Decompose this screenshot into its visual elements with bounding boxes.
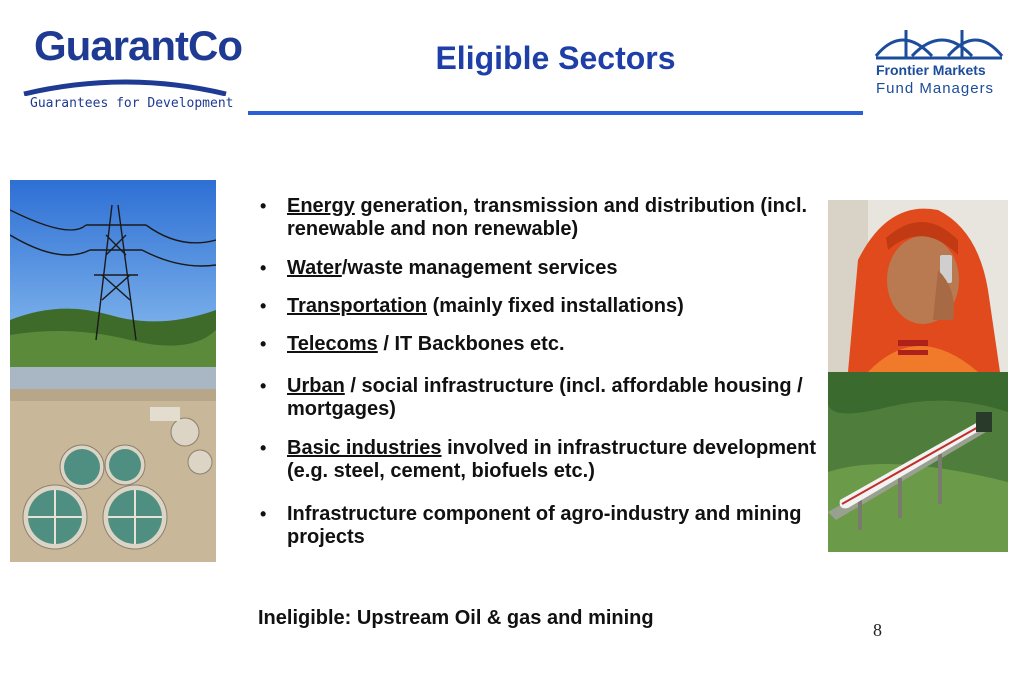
power-pylon-photo <box>10 180 216 367</box>
title-underline <box>248 111 863 115</box>
high-speed-train-photo <box>828 372 1008 552</box>
bullet-lead: Transportation <box>287 295 428 317</box>
list-item-water <box>258 257 818 280</box>
water-treatment-plant-photo <box>10 367 216 562</box>
page-number: 8 <box>873 620 882 640</box>
bullet-lead: Water <box>287 257 342 279</box>
bullet-text: / social infrastructure (incl. affordable housing / mortgages) <box>287 375 803 420</box>
list-item-transportation <box>258 295 818 318</box>
bullet-text: generation, transmission and distribution (incl. renewable and non renewable) <box>287 195 808 240</box>
guarantco-logo-tagline: Guarantees for Development <box>30 96 234 111</box>
list-item-telecoms <box>258 333 818 356</box>
bullet-text: / IT Backbones etc. <box>377 333 565 355</box>
page-title: Eligible Sectors <box>435 40 676 76</box>
bullet-lead: Urban <box>287 375 345 397</box>
bullet-text: Infrastructure component of agro-industry and mining projects <box>287 503 802 548</box>
guarantco-logo-arc <box>20 74 230 96</box>
frontier-markets-logo-line1: Frontier Markets <box>876 62 986 78</box>
ineligible-note: Ineligible: Upstream Oil & gas and mining <box>258 607 654 629</box>
frontier-markets-logo-line2: Fund Managers <box>876 80 995 97</box>
bullet-lead: Basic industries <box>287 437 442 459</box>
bullet-lead: Telecoms <box>287 333 378 355</box>
list-item-urban <box>258 375 818 421</box>
bullet-text: (mainly fixed installations) <box>427 295 684 317</box>
eligible-sectors-list <box>258 195 818 549</box>
bullet-text: involved in infrastructure development (e.g. steel, cement, biofuels etc.) <box>287 437 817 482</box>
woman-on-phone-photo <box>828 200 1008 372</box>
bullet-text: /waste management services <box>341 257 618 279</box>
guarantco-logo-wordmark: GuarantCo <box>34 22 243 69</box>
bullet-lead: Energy <box>287 195 355 217</box>
list-item-basic-industries <box>258 437 818 483</box>
guarantco-logo <box>20 18 243 118</box>
frontier-markets-logo <box>872 20 1007 105</box>
list-item-energy <box>258 195 818 241</box>
frontier-markets-logo-mark <box>872 20 1007 62</box>
list-item-agro-mining <box>258 503 818 549</box>
